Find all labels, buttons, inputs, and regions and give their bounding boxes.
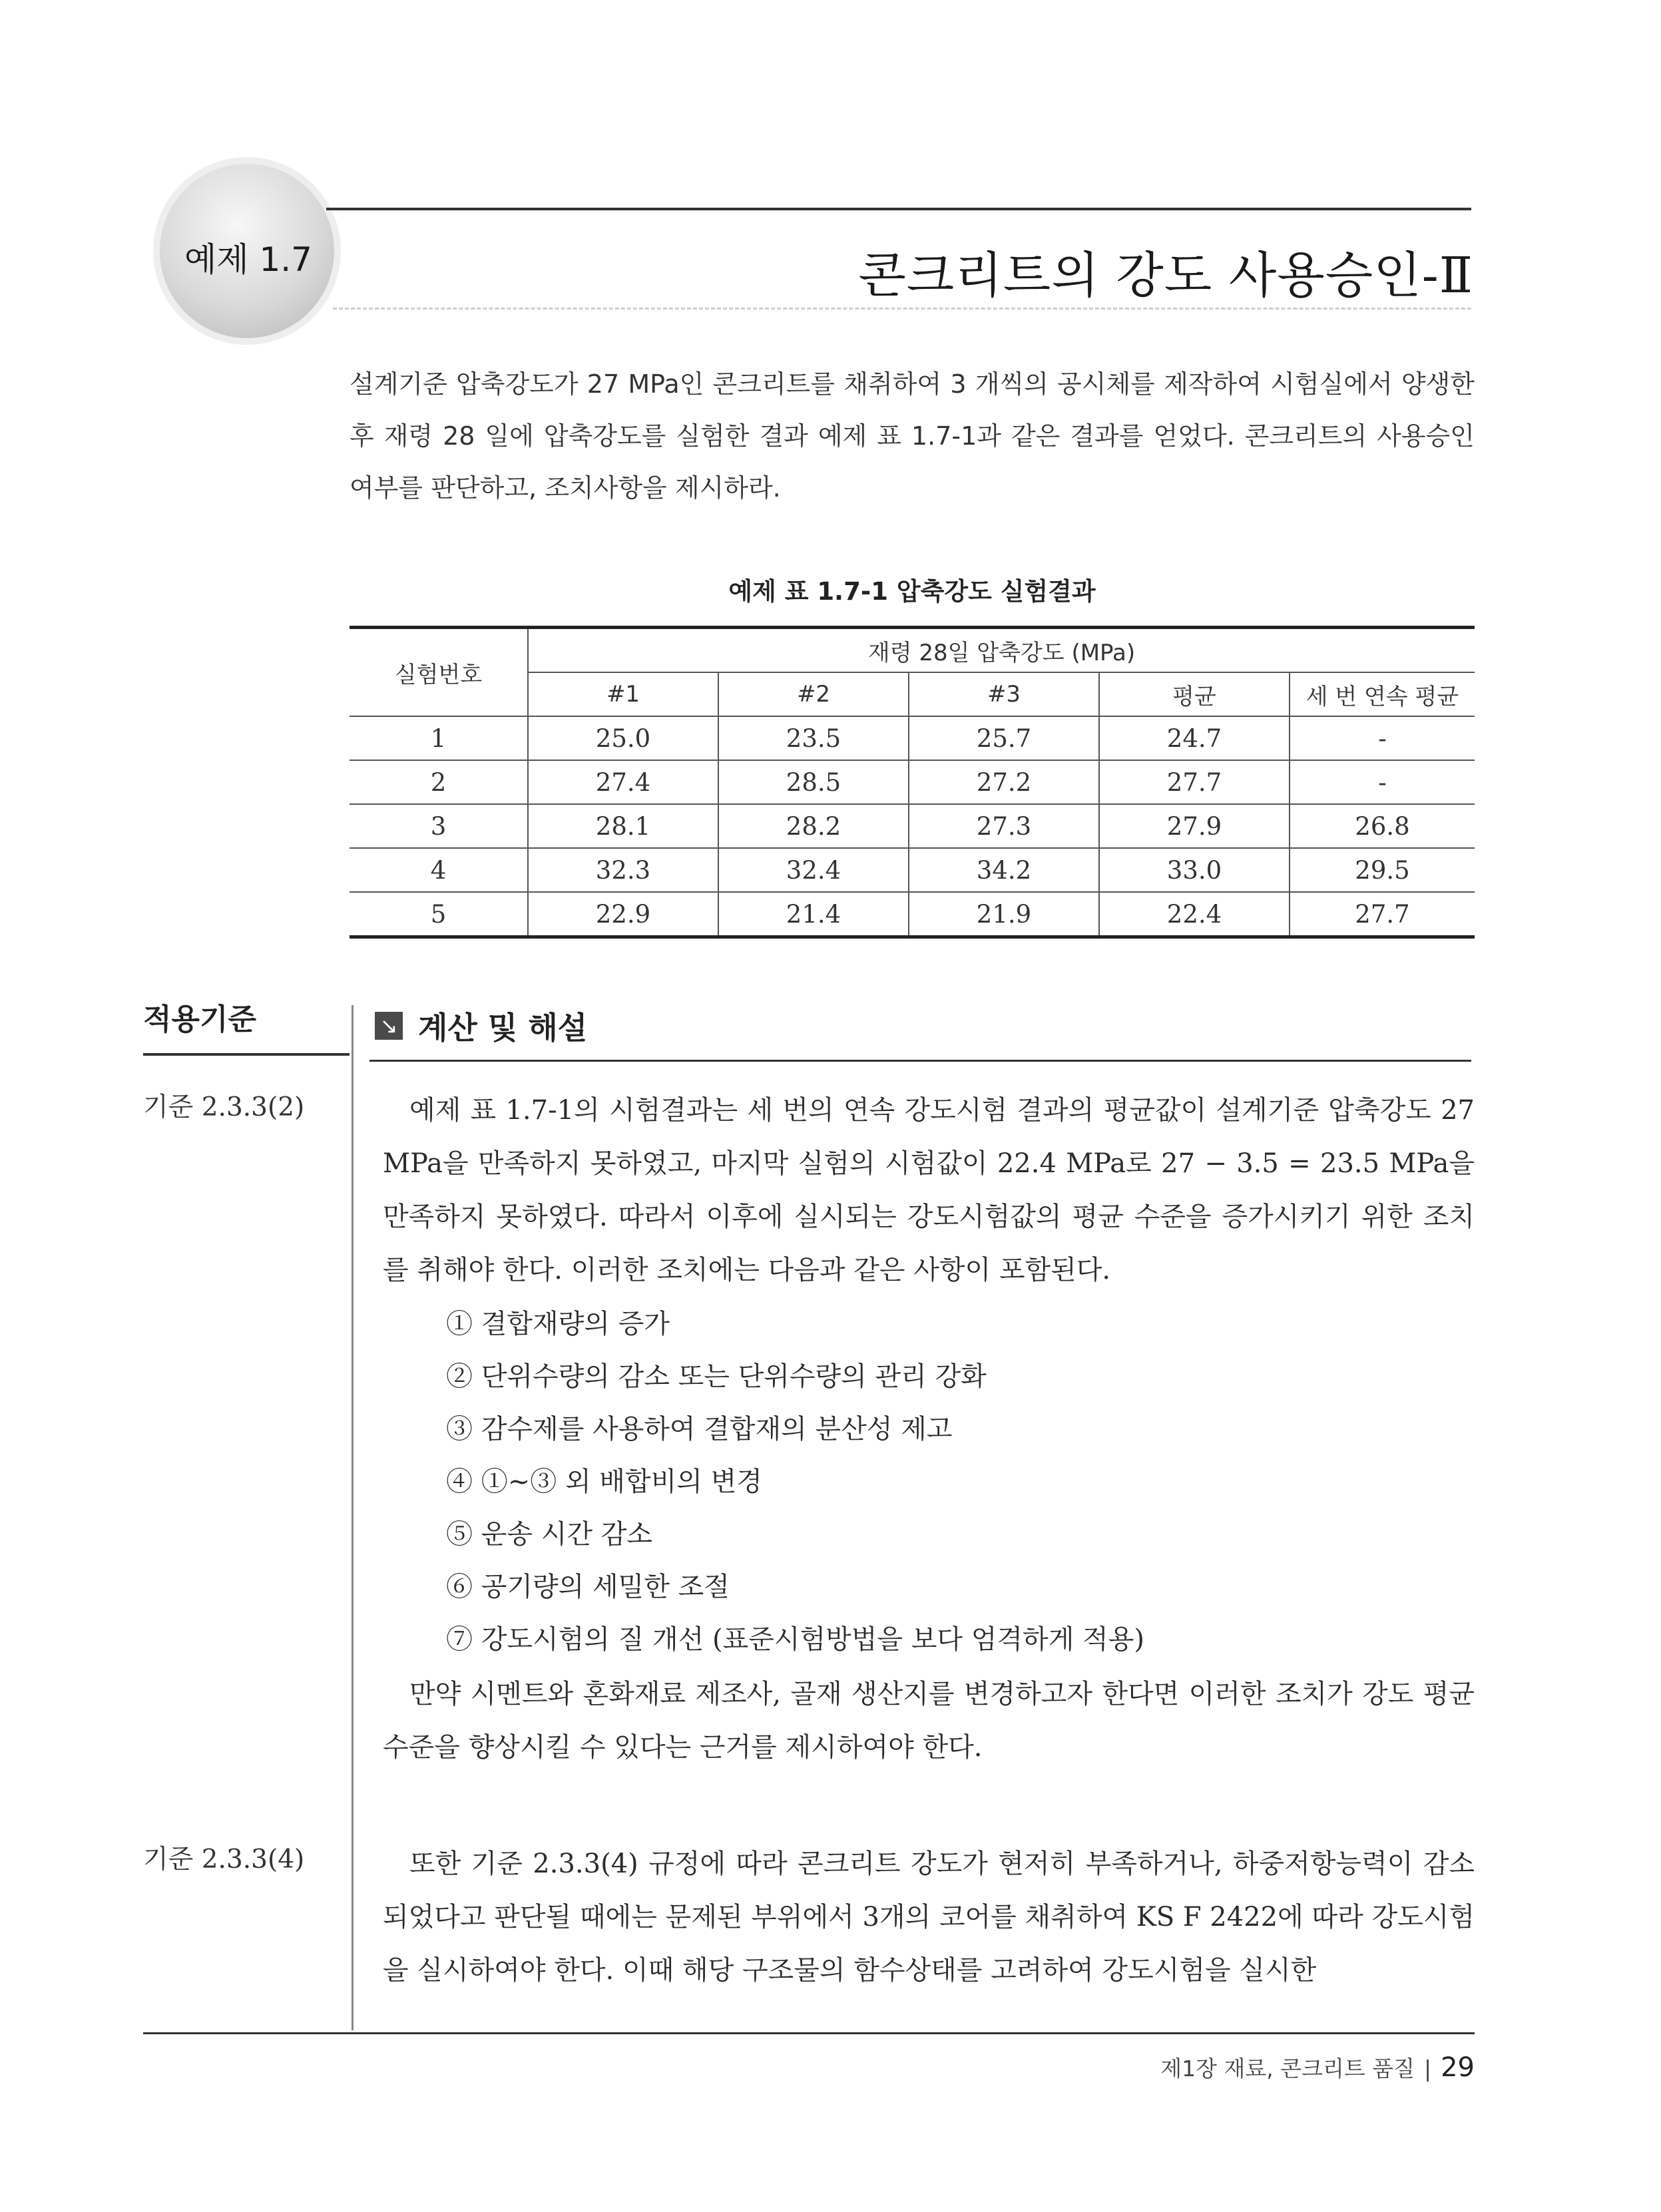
- page-title: 콘크리트의 강도 사용승인-Ⅱ: [858, 247, 1473, 304]
- results-table: [350, 626, 1475, 939]
- table-cell: 26.8: [1290, 804, 1475, 848]
- footer-separator: |: [1423, 2056, 1432, 2082]
- table-cell: 25.7: [909, 716, 1099, 760]
- column-header: 평균: [1099, 672, 1290, 716]
- table-cell: 27.9: [1099, 804, 1290, 848]
- table-row: [350, 716, 1475, 760]
- footer-rule: [143, 2032, 1475, 2034]
- row-header: 실험번호: [350, 628, 528, 717]
- group-header: 재령 28일 압축강도 (MPa): [528, 628, 1475, 673]
- table-cell: 32.3: [528, 848, 718, 892]
- table-row: [350, 804, 1475, 848]
- measures-list: [446, 1298, 1144, 1666]
- chapter-label: 제1장 재료, 콘크리트 품질: [1160, 2056, 1415, 2082]
- section-arrow-icon: ↘: [375, 1012, 403, 1040]
- table-cell: 32.4: [718, 848, 909, 892]
- column-header: #1: [528, 672, 718, 716]
- table-cell: 3: [350, 804, 528, 848]
- table-caption: 예제 표 1.7-1 압축강도 실험결과: [728, 577, 1096, 606]
- table-cell: 5: [350, 892, 528, 937]
- column-divider: [352, 1005, 354, 2030]
- list-item: ③ 감수제를 사용하여 결합재의 분산성 제고: [446, 1414, 953, 1444]
- table-cell: 2: [350, 760, 528, 804]
- standard-ref-2: 기준 2.3.3(4): [143, 1845, 305, 1875]
- table-cell: 28.1: [528, 804, 718, 848]
- table-cell: 27.3: [909, 804, 1099, 848]
- table-cell: -: [1290, 760, 1475, 804]
- list-item: ② 단위수량의 감소 또는 단위수량의 관리 강화: [446, 1361, 987, 1392]
- table-cell: 27.7: [1290, 892, 1475, 937]
- table-cell: 21.4: [718, 892, 909, 937]
- table-cell: 22.4: [1099, 892, 1290, 937]
- section-rule: [369, 1060, 1471, 1062]
- list-item: ⑤ 운송 시간 감소: [446, 1519, 652, 1550]
- column-header: #3: [909, 672, 1099, 716]
- list-item: ④ ①~③ 외 배합비의 변경: [446, 1466, 762, 1497]
- table-cell: 29.5: [1290, 848, 1475, 892]
- sidebar-rule: [143, 1053, 350, 1056]
- page-number: 29: [1441, 2052, 1475, 2083]
- table-cell: -: [1290, 716, 1475, 760]
- explanation-paragraph-2: 만약 시멘트와 혼화재료 제조사, 골재 생산지를 변경하고자 한다면 이러한 조치가 강도 평균 수준을 향상시킬 수 있다는 근거를 제시하여야 한다.: [383, 1679, 1475, 1763]
- page-footer: [1160, 2052, 1475, 2083]
- table-cell: 22.9: [528, 892, 718, 937]
- table-cell: 1: [350, 716, 528, 760]
- table-row: [350, 848, 1475, 892]
- standard-ref-1: 기준 2.3.3(2): [143, 1092, 305, 1122]
- table-cell: 27.2: [909, 760, 1099, 804]
- explanation-paragraph-1: 예제 표 1.7-1의 시험결과는 세 번의 연속 강도시험 결과의 평균값이 설계기준 압축강도 27 MPa을 만족하지 못하였고, 마지막 실험의 시험값이 22.4 MPa로 27 − 3.5 = 23.5 MPa을 만족하지 못하였다. 따라서 이후에 실시되는 강도시험값의 평균 수준을 증가시키기 위한 조치를 취해야 한다. 이러한 조치에는 다음과 같은 사항이 포함된다.: [383, 1095, 1475, 1285]
- sidebar-heading: 적용기준: [143, 1002, 257, 1036]
- list-item: ① 결합재량의 증가: [446, 1309, 670, 1339]
- explanation-paragraph-3: 또한 기준 2.3.3(4) 규정에 따라 콘크리트 강도가 현저히 부족하거나, 하중저항능력이 감소되었다고 판단될 때에는 문제된 부위에서 3개의 코어를 채취하여 KS F 2422에 따라 강도시험을 실시하여야 한다. 이때 해당 구조물의 함수상태를 고려하여 강도시험을 실시한: [383, 1849, 1475, 1986]
- header-rule: [326, 208, 1471, 210]
- table-row: [350, 892, 1475, 937]
- table-cell: 23.5: [718, 716, 909, 760]
- column-header: 세 번 연속 평균: [1290, 672, 1475, 716]
- table-cell: 27.7: [1099, 760, 1290, 804]
- problem-statement: 설계기준 압축강도가 27 MPa인 콘크리트를 채취하여 3 개씩의 공시체를 제작하여 시험실에서 양생한 후 재령 28 일에 압축강도를 실험한 결과 예제 표 1.7-1과 같은 결과를 얻었다. 콘크리트의 사용승인 여부를 판단하고, 조치사항을 제시하라.: [350, 369, 1475, 503]
- example-badge-label: 예제 1.7: [184, 240, 312, 279]
- table-cell: 34.2: [909, 848, 1099, 892]
- section-title: 계산 및 해설: [418, 1010, 588, 1046]
- table-cell: 28.5: [718, 760, 909, 804]
- table-cell: 25.0: [528, 716, 718, 760]
- header-dashed-rule: [333, 308, 1471, 310]
- table-cell: 33.0: [1099, 848, 1290, 892]
- table-cell: 24.7: [1099, 716, 1290, 760]
- list-item: ⑥ 공기량의 세밀한 조절: [446, 1572, 730, 1602]
- table-row: [350, 760, 1475, 804]
- list-item: ⑦ 강도시험의 질 개선 (표준시험방법을 보다 엄격하게 적용): [446, 1624, 1144, 1655]
- column-header: #2: [718, 672, 909, 716]
- table-cell: 28.2: [718, 804, 909, 848]
- table-cell: 27.4: [528, 760, 718, 804]
- table-cell: 4: [350, 848, 528, 892]
- table-cell: 21.9: [909, 892, 1099, 937]
